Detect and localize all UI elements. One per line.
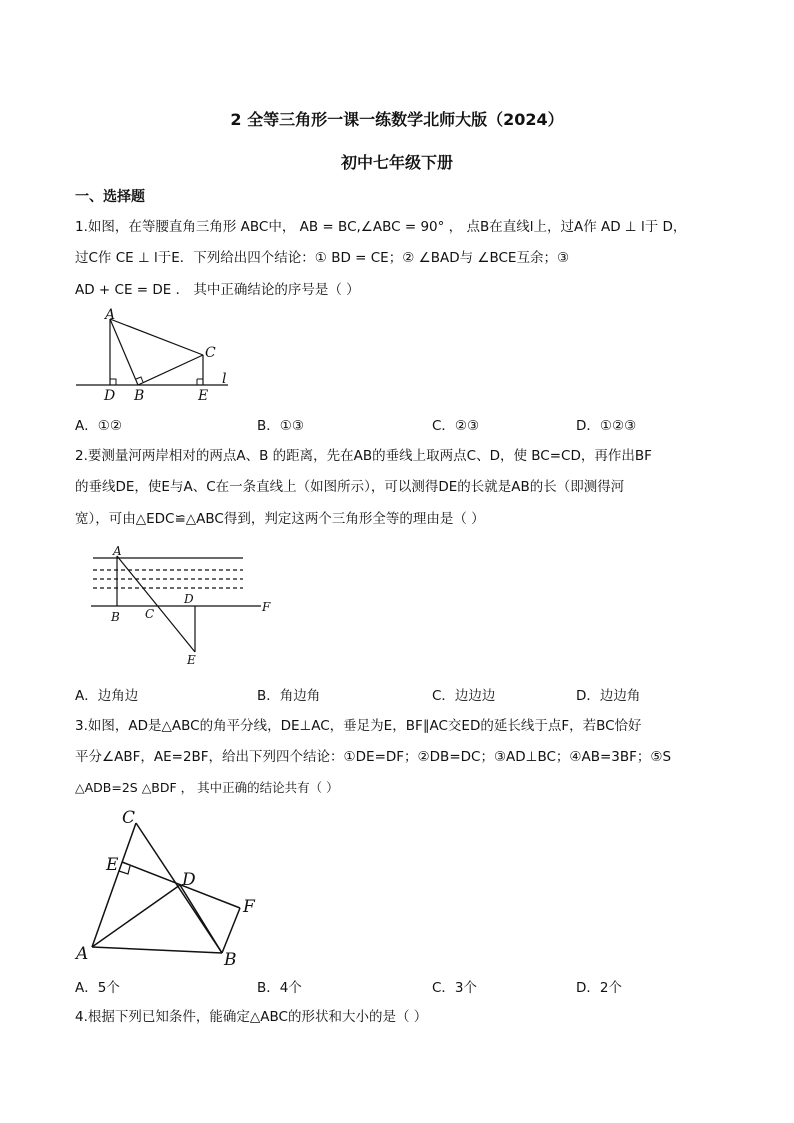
q2-label-a: A [113, 544, 122, 558]
q2-option-b[interactable]: B．角边角 [257, 688, 321, 704]
q1-label-d: D [104, 388, 116, 404]
q1-text-line: 过C作 CE ⊥ l于E．下列给出四个结论：① BD = CE；② ∠BAD与 ∠BCE互余；③ [75, 250, 570, 266]
q1-options [75, 414, 725, 434]
q2-option-c[interactable]: C．边边边 [432, 688, 496, 704]
q2-option-d[interactable]: D．边边角 [576, 688, 641, 704]
q3-text-line: 3.如图，AD是△ABC的角平分线，DE⊥AC，垂足为E，BF∥AC交ED的延长线于点F，若BC恰好 [75, 718, 642, 734]
q3-option-c[interactable]: C．3个 [432, 980, 478, 996]
q2-options [75, 684, 725, 704]
document-subtitle: 初中七年级下册 [340, 153, 453, 172]
q3-label-c: C [122, 808, 136, 828]
q2-label-b: B [111, 610, 120, 624]
q2-label-f: F [262, 600, 271, 614]
q3-option-b[interactable]: B．4个 [257, 980, 302, 996]
q1-label-l: l [222, 371, 227, 387]
q2-label-d: D [184, 592, 194, 606]
q2-text-line: 2.要测量河两岸相对的两点A、B 的距离，先在AB的垂线上取两点C、D，使 BC=CD，再作出BF [75, 448, 652, 464]
q3-text-line: 平分∠ABF，AE=2BF，给出下列四个结论：①DE=DF；②DB=DC；③AD⊥BC；④AB=3BF；⑤S [75, 749, 672, 765]
q3-label-d: D [182, 870, 196, 890]
q1-option-a[interactable]: A．①② [75, 418, 122, 434]
q1-option-b[interactable]: B．①③ [257, 418, 304, 434]
q2-label-e: E [187, 653, 196, 667]
q1-label-a: A [105, 307, 116, 323]
q3-option-d[interactable]: D．2个 [576, 980, 622, 996]
q1-text-line: 1.如图，在等腰直角三角形 ABC中， AB = BC,∠ABC = 90° ， 点B在直线l上，过A作 AD ⊥ l于 D， [75, 219, 687, 235]
q2-option-a[interactable]: A．边角边 [75, 688, 139, 704]
section-heading: 一、选择题 [75, 189, 145, 205]
q3-label-e: E [106, 855, 119, 875]
q1-label-c: C [205, 345, 216, 361]
q2-label-c: C [145, 607, 155, 621]
q3-options [75, 976, 725, 996]
q2-figure [85, 540, 285, 670]
q2-text-line: 的垂线DE，使E与A、C在一条直线上（如图所示），可以测得DE的长就是AB的长（即测得河 [75, 479, 625, 495]
q1-text-line: AD + CE = DE ． 其中正确结论的序号是（ ） [75, 282, 360, 298]
q3-label-b: B [224, 950, 237, 970]
q3-label-a: A [76, 944, 89, 964]
q1-option-c[interactable]: C．②③ [432, 418, 480, 434]
q1-label-b: B [134, 388, 145, 404]
q3-figure [70, 805, 270, 970]
q1-label-e: E [198, 388, 209, 404]
document-title: 2 全等三角形一课一练数学北师大版（2024） [230, 110, 564, 129]
q4-text-line: 4.根据下列已知条件，能确定△ABC的形状和大小的是（ ） [75, 1009, 428, 1025]
q3-label-f: F [243, 897, 255, 917]
q1-figure [70, 305, 240, 405]
q1-option-d[interactable]: D．①②③ [576, 418, 637, 434]
q2-text-line: 宽），可由△EDC≌△ABC得到，判定这两个三角形全等的理由是（ ） [75, 511, 485, 527]
q3-option-a[interactable]: A．5个 [75, 980, 120, 996]
q3-text-line: △ADB=2S △BDF ， 其中正确的结论共有（ ） [75, 780, 339, 795]
